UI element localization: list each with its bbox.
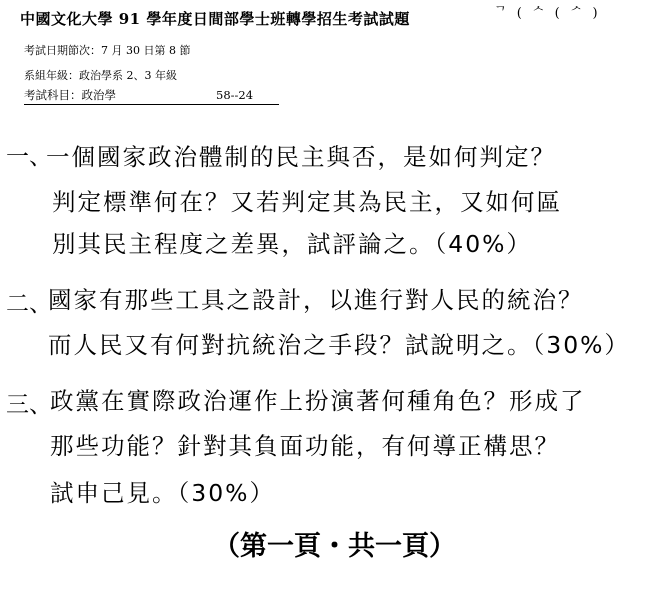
subject-underline bbox=[24, 104, 279, 105]
exam-title: 中國文化大學 91 學年度日間部學士班轉學招生考試試題 bbox=[20, 10, 410, 28]
corner-handwritten-mark: ᄀ ( ᄉ ( ᄼ ) bbox=[494, 6, 601, 21]
question-line: 那些功能？針對其負面功能，有何導正構思？ bbox=[50, 432, 560, 460]
question-line: 國家有那些工具之設計，以進行對人民的統治？ bbox=[48, 286, 584, 314]
question-line: 試申己見。（30%） bbox=[50, 479, 275, 507]
question-line: 一個國家政治體制的民主與否，是如何判定？ bbox=[46, 143, 556, 171]
subject-label: 考試科目：政治學 bbox=[24, 88, 116, 102]
question-line: 別其民主程度之差異，試評論之。（40%） bbox=[52, 230, 532, 258]
question-line: 政黨在實際政治運作上扮演著何種角色？形成了 bbox=[50, 387, 586, 415]
question-number: 三、 bbox=[6, 392, 52, 418]
question-number: 一、 bbox=[6, 144, 52, 170]
page-indicator: （第一頁・共一頁） bbox=[213, 531, 456, 562]
exam-date: 考試日期節次：7 月 30 日第 8 節 bbox=[24, 44, 191, 57]
question-line: 而人民又有何對抗統治之手段？試說明之。（30%） bbox=[48, 331, 630, 359]
subject-code: 58--24 bbox=[216, 88, 254, 102]
question-line: 判定標準何在？又若判定其為民主，又如何區 bbox=[52, 188, 562, 216]
question-number: 二、 bbox=[6, 291, 52, 317]
exam-subject bbox=[24, 87, 253, 103]
department-grade: 系組年級：政治學系 2、3 年級 bbox=[24, 69, 177, 82]
